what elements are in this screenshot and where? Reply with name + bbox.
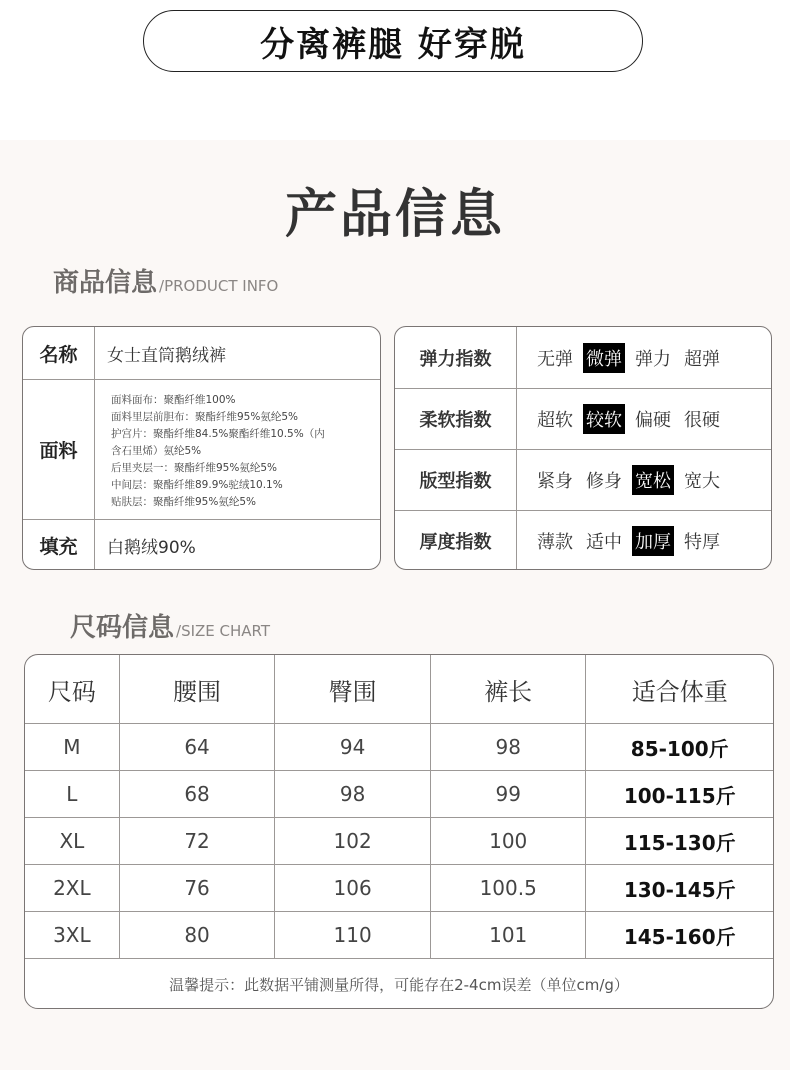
- index-option: 薄款: [537, 532, 573, 553]
- size-cell: 98: [431, 724, 587, 770]
- section-title-en: /PRODUCT INFO: [159, 277, 279, 295]
- size-header-cell: 适合体重: [631, 677, 728, 706]
- size-cell: L: [25, 771, 120, 817]
- size-cell: 80: [120, 912, 276, 958]
- info-key-name: 名称: [23, 327, 95, 379]
- size-chart-table: [24, 654, 774, 1009]
- size-cell: 3XL: [25, 912, 120, 958]
- size-weight-cell: 115-130斤: [623, 830, 736, 855]
- page-title: 产品信息: [284, 185, 505, 245]
- index-row-softness: [395, 388, 771, 449]
- fabric-line: 中间层：聚酯纤维89.9%驼绒10.1%: [111, 479, 283, 491]
- size-weight-cell: 100-115斤: [623, 783, 736, 808]
- size-header-cell: 臀围: [275, 655, 431, 723]
- index-label: 厚度指数: [395, 511, 517, 570]
- size-row: [25, 817, 773, 864]
- fabric-line: 护宫片：聚酯纤维84.5%聚酯纤维10.5%（内: [111, 428, 325, 440]
- size-cell: 68: [120, 771, 276, 817]
- size-cell: XL: [25, 818, 120, 864]
- size-row: [25, 864, 773, 911]
- size-weight-cell: 130-145斤: [623, 877, 736, 902]
- index-options: [517, 450, 771, 510]
- size-header-cell: 腰围: [120, 655, 276, 723]
- index-option: 偏硬: [635, 410, 671, 431]
- index-option: 适中: [586, 532, 622, 553]
- fabric-list: [95, 380, 380, 519]
- index-option: 修身: [586, 471, 622, 492]
- index-option: 特厚: [684, 532, 720, 553]
- size-cell: 110: [275, 912, 431, 958]
- size-weight-cell: 145-160斤: [623, 924, 736, 949]
- index-option: 超弹: [684, 348, 720, 370]
- product-info-heading: [53, 262, 278, 299]
- index-label: 柔软指数: [395, 389, 517, 449]
- fabric-line: 面料面布：聚酯纤维100%: [111, 394, 236, 406]
- index-option: 微弹: [583, 343, 625, 373]
- size-cell: 99: [431, 771, 587, 817]
- fabric-line: 贴肤层：聚酯纤维95%氨纶5%: [111, 496, 256, 508]
- index-option: 加厚: [632, 526, 674, 556]
- fabric-line: 后里夹层一：聚酯纤维95%氨纶5%: [111, 462, 277, 474]
- size-cell: 2XL: [25, 865, 120, 911]
- product-info-table: [22, 326, 381, 570]
- info-key-fabric: 面料: [23, 380, 95, 519]
- info-val-name: 女士直筒鹅绒裤: [107, 345, 226, 366]
- index-option: 宽大: [684, 471, 720, 492]
- size-cell: M: [25, 724, 120, 770]
- size-header-row: [25, 655, 773, 723]
- index-row-fit: [395, 449, 771, 510]
- index-option: 紧身: [537, 471, 573, 492]
- index-label: 弹力指数: [395, 327, 517, 388]
- banner-pill: [143, 10, 643, 72]
- index-options: [517, 327, 771, 388]
- index-row-elasticity: [395, 327, 771, 388]
- size-chart-heading: [70, 607, 270, 644]
- index-label: 版型指数: [395, 450, 517, 510]
- size-cell: 72: [120, 818, 276, 864]
- size-cell: 76: [120, 865, 276, 911]
- size-header-cell: 裤长: [431, 655, 587, 723]
- banner-text: 分离裤腿 好穿脱: [260, 24, 526, 65]
- size-cell: 98: [275, 771, 431, 817]
- info-row-name: [23, 327, 380, 379]
- size-cell: 94: [275, 724, 431, 770]
- fabric-line: 面料里层前胆布：聚酯纤维95%氨纶5%: [111, 411, 298, 423]
- index-options: [517, 389, 771, 449]
- index-option: 较软: [583, 404, 625, 434]
- size-cell: 64: [120, 724, 276, 770]
- info-val-fill: 白鹅绒90%: [107, 538, 196, 558]
- size-cell: 100: [431, 818, 587, 864]
- section-title-en: /SIZE CHART: [176, 622, 271, 640]
- index-option: 很硬: [684, 410, 720, 431]
- size-header-cell: 尺码: [25, 655, 120, 723]
- section-title-zh: 尺码信息: [70, 613, 175, 643]
- fabric-line: 含石里烯）氨纶5%: [111, 445, 202, 457]
- index-row-thickness: [395, 510, 771, 570]
- size-row: [25, 723, 773, 770]
- size-chart-note: 温馨提示：此数据平铺测量所得，可能存在2-4cm误差（单位cm/g）: [25, 958, 773, 1009]
- size-cell: 101: [431, 912, 587, 958]
- size-cell: 102: [275, 818, 431, 864]
- index-table: [394, 326, 772, 570]
- size-row: [25, 911, 773, 958]
- size-cell: 100.5: [431, 865, 587, 911]
- index-options: [517, 511, 771, 570]
- section-title-zh: 商品信息: [53, 268, 158, 298]
- size-cell: 106: [275, 865, 431, 911]
- size-row: [25, 770, 773, 817]
- index-option: 无弹: [537, 348, 573, 370]
- index-option: 弹力: [635, 348, 671, 370]
- info-row-fill: [23, 519, 380, 570]
- size-weight-cell: 85-100斤: [630, 736, 729, 761]
- index-option: 超软: [537, 410, 573, 431]
- info-key-fill: 填充: [23, 520, 95, 570]
- index-option: 宽松: [632, 465, 674, 495]
- info-row-fabric: [23, 379, 380, 519]
